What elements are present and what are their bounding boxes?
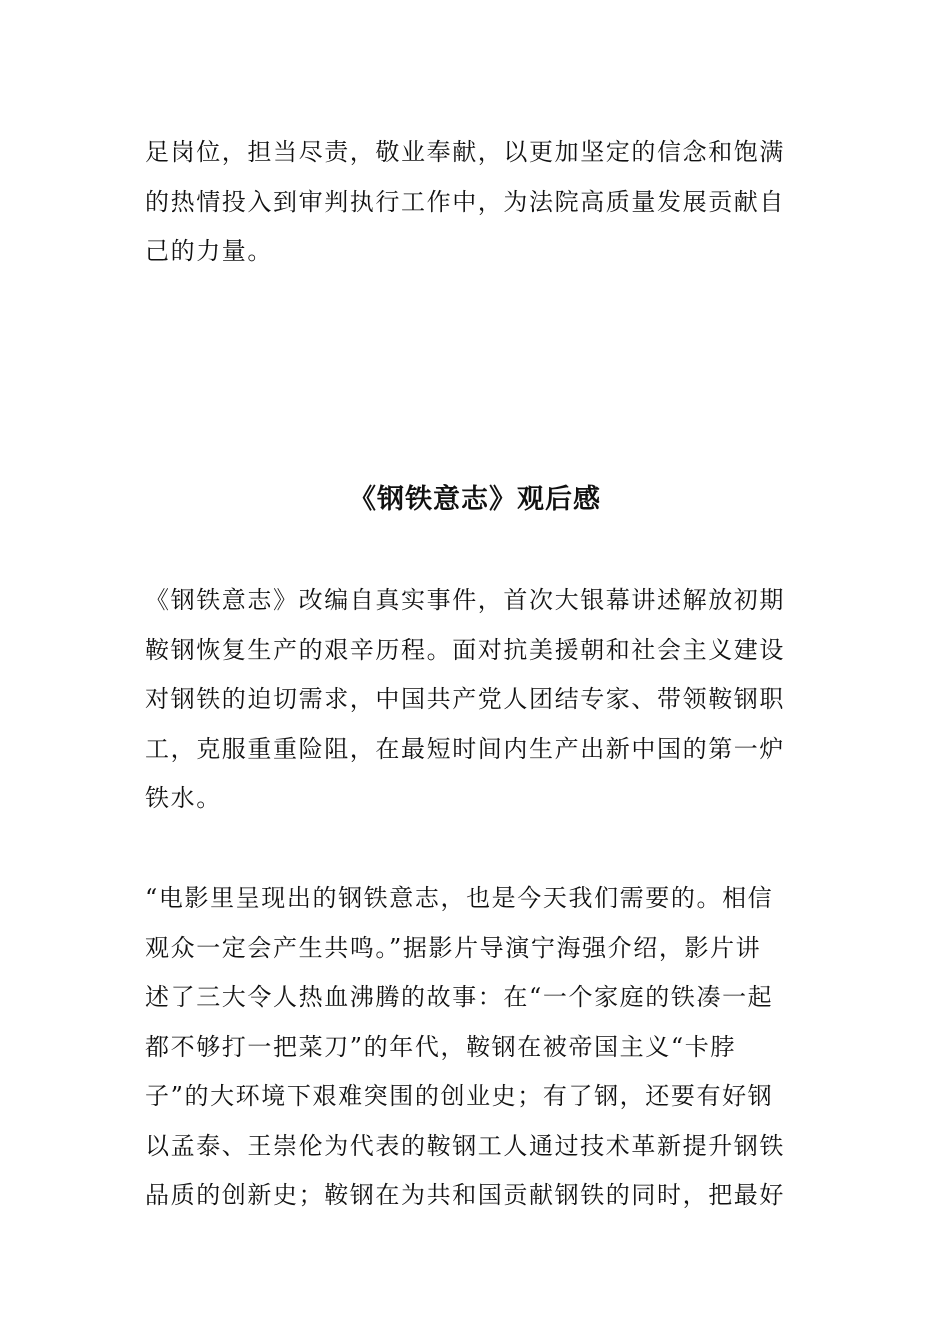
paragraph-intro-ending — [145, 128, 807, 277]
text-line: 鞍钢恢复生产的艰辛历程。面对抗美援朝和社会主义建设 — [145, 635, 785, 664]
paragraph-director-quote — [145, 874, 807, 1221]
text-line: 己的力量。 — [145, 237, 273, 265]
text-line: 《钢铁意志》改编自真实事件，首次大银幕讲述解放初期 — [145, 586, 785, 614]
text-line: 品质的创新史；鞍钢在为共和国贡献钢铁的同时，把最好 — [145, 1181, 785, 1209]
text-line: 足岗位，担当尽责，敬业奉献，以更加坚定的信念和饱满 — [145, 138, 785, 166]
paragraph-film-summary — [145, 576, 807, 824]
text-line: 铁水。 — [145, 784, 222, 812]
text-line: 对钢铁的迫切需求，中国共产党人团结专家、带领鞍钢职 — [145, 685, 785, 713]
text-line: 的热情投入到审判执行工作中，为法院高质量发展贡献自 — [145, 187, 785, 216]
text-line: 以孟泰、王崇伦为代表的鞍钢工人通过技术革新提升钢铁 — [145, 1131, 785, 1160]
text-line: 子”的大环境下艰难突围的创业史；有了钢，还要有好钢 — [145, 1082, 774, 1110]
text-line: 工，克服重重险阻，在最短时间内生产出新中国的第一炉 — [145, 734, 785, 763]
text-line: 述了三大令人热血沸腾的故事：在“一个家庭的铁凑一起 — [145, 983, 774, 1011]
article-title: 《钢铁意志》观后感 — [349, 484, 601, 515]
text-line: 观众一定会产生共鸣。”据影片导演宁海强介绍，影片讲 — [145, 933, 762, 962]
text-line: “电影里呈现出的钢铁意志，也是今天我们需要的。相信 — [145, 884, 774, 912]
text-line: 都不够打一把菜刀”的年代，鞍钢在被帝国主义“卡脖 — [145, 1032, 736, 1061]
